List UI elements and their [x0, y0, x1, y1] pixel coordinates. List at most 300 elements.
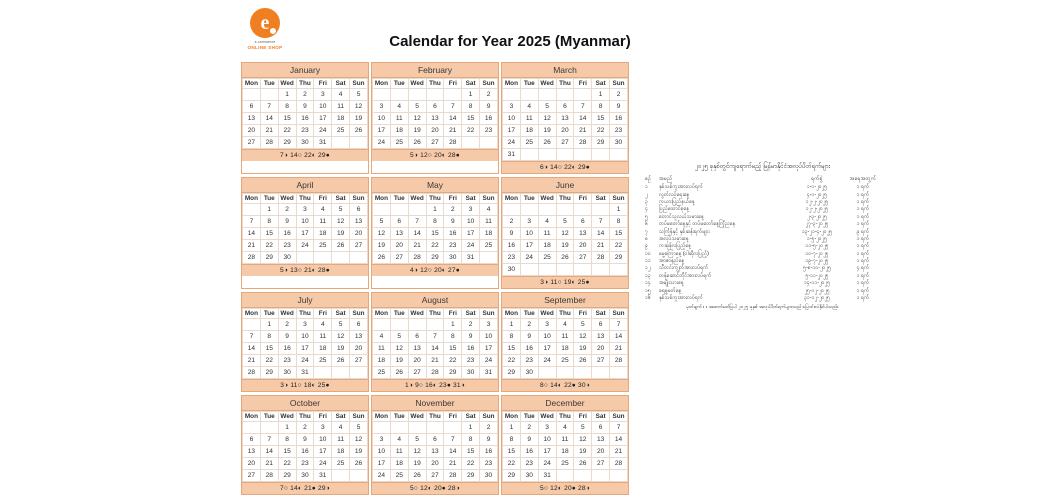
day-cell: 1 — [610, 204, 628, 216]
day-cell: 20 — [350, 228, 368, 240]
row-holiday-name: တောင်သူလယ်သမားနေ့ — [659, 213, 704, 220]
day-cell: 13 — [408, 343, 426, 355]
week-row — [243, 125, 368, 137]
row-days: ၁ ရက် — [856, 280, 870, 287]
day-cell — [350, 367, 368, 379]
day-cell: 23 — [520, 458, 538, 470]
week-row — [373, 204, 498, 216]
day-cell: 21 — [426, 355, 444, 367]
day-cell — [350, 252, 368, 264]
week-row — [373, 137, 498, 149]
weekday-row — [243, 79, 368, 89]
weekday-wed: Wed — [278, 194, 296, 204]
day-cell — [390, 422, 408, 434]
day-cell: 20 — [556, 125, 574, 137]
day-cell: 23 — [278, 240, 296, 252]
row-holiday-name: အာဇာနည်နေ့ — [659, 258, 685, 265]
day-cell: 1 — [260, 204, 278, 216]
weekday-fri: Fri — [574, 412, 592, 422]
day-cell: 4 — [390, 101, 408, 113]
day-cell: 6 — [426, 434, 444, 446]
day-cell: 8 — [426, 216, 444, 228]
holiday-col-no: စဉ် — [645, 176, 652, 182]
week-row — [503, 422, 628, 434]
day-cell: 2 — [610, 89, 628, 101]
day-cell: 18 — [373, 355, 391, 367]
day-cell: 24 — [538, 355, 556, 367]
table-row — [645, 206, 880, 213]
day-cell: 28 — [260, 137, 278, 149]
month-name: October — [242, 396, 368, 411]
weekday-sat: Sat — [332, 309, 350, 319]
day-cell: 5 — [390, 331, 408, 343]
week-row — [243, 331, 368, 343]
weekday-thu: Thu — [556, 412, 574, 422]
row-date: ၂၅-၁၂-၂၀၂၅ — [804, 287, 830, 294]
day-cell — [556, 264, 574, 276]
day-cell: 9 — [296, 101, 314, 113]
day-cell: 27 — [426, 137, 444, 149]
day-cell: 11 — [314, 331, 332, 343]
day-cell: 23 — [462, 355, 480, 367]
day-cell: 24 — [314, 125, 332, 137]
week-row — [503, 216, 628, 228]
day-cell: 14 — [260, 446, 278, 458]
day-cell: 30 — [520, 367, 538, 379]
day-cell — [426, 89, 444, 101]
moon-phase-bar: 1◑ 9○ 16◐ 23● 31◑ — [372, 379, 498, 391]
weekday-mon: Mon — [243, 79, 261, 89]
day-cell: 26 — [408, 137, 426, 149]
day-cell: 11 — [538, 228, 556, 240]
day-cell — [332, 367, 350, 379]
moon-phase-bar: 3◑ 11○ 19◐ 25● — [502, 276, 628, 288]
row-date: ၂-၃-၂၀၂၅ — [807, 213, 827, 220]
month-table — [372, 308, 498, 379]
day-cell: 8 — [503, 331, 521, 343]
day-cell: 31 — [480, 367, 498, 379]
holiday-col-date: ရက်စွဲ — [811, 176, 823, 182]
week-row — [503, 355, 628, 367]
month-card-december — [501, 395, 629, 495]
day-cell: 28 — [408, 252, 426, 264]
day-cell: 12 — [574, 434, 592, 446]
logo-letter: e — [260, 12, 270, 34]
day-cell: 15 — [260, 343, 278, 355]
day-cell: 22 — [426, 240, 444, 252]
row-days: ၉ ရက် — [856, 228, 870, 235]
month-name: February — [372, 63, 498, 78]
day-cell: 7 — [260, 434, 278, 446]
day-cell: 22 — [503, 458, 521, 470]
day-cell — [610, 149, 628, 161]
day-cell: 30 — [610, 137, 628, 149]
day-cell: 26 — [574, 458, 592, 470]
row-index: ၃ — [645, 198, 648, 205]
day-cell: 10 — [314, 434, 332, 446]
week-row — [373, 228, 498, 240]
day-cell: 30 — [444, 252, 462, 264]
day-cell — [408, 89, 426, 101]
day-cell: 24 — [373, 137, 391, 149]
row-days: ၁ ရက် — [856, 221, 870, 228]
day-cell: 1 — [260, 319, 278, 331]
day-cell — [373, 422, 391, 434]
day-cell: 15 — [462, 113, 480, 125]
weekday-mon: Mon — [243, 412, 261, 422]
day-cell: 16 — [480, 446, 498, 458]
moon-phase-bar: 5◑ 12○ 20◐ 28● — [372, 149, 498, 161]
month-card-july — [241, 292, 369, 392]
day-cell — [520, 89, 538, 101]
weekday-fri: Fri — [444, 79, 462, 89]
day-cell: 28 — [243, 367, 261, 379]
day-cell: 30 — [462, 367, 480, 379]
day-cell: 19 — [408, 458, 426, 470]
day-cell — [243, 204, 261, 216]
day-cell — [373, 204, 391, 216]
week-row — [373, 458, 498, 470]
day-cell: 26 — [373, 252, 391, 264]
day-cell: 25 — [480, 240, 498, 252]
day-cell: 17 — [314, 113, 332, 125]
weekday-mon: Mon — [503, 79, 521, 89]
day-cell: 22 — [260, 355, 278, 367]
day-cell: 2 — [480, 422, 498, 434]
week-row — [503, 252, 628, 264]
day-cell: 15 — [462, 446, 480, 458]
weekday-row — [373, 309, 498, 319]
row-holiday-name: သီတင်းကျွတ်အားလပ်ရက် — [659, 265, 709, 272]
day-cell — [373, 89, 391, 101]
weekday-wed: Wed — [278, 309, 296, 319]
day-cell: 13 — [350, 216, 368, 228]
row-index: ၄ — [645, 206, 648, 213]
day-cell: 31 — [314, 470, 332, 482]
day-cell: 10 — [373, 113, 391, 125]
day-cell: 7 — [426, 331, 444, 343]
day-cell: 28 — [444, 137, 462, 149]
weekday-sun: Sun — [610, 79, 628, 89]
holiday-table-header-row — [645, 175, 880, 184]
day-cell: 25 — [556, 458, 574, 470]
day-cell: 24 — [373, 470, 391, 482]
day-cell: 17 — [462, 228, 480, 240]
day-cell — [426, 422, 444, 434]
row-index: ၁၅ — [645, 287, 651, 294]
day-cell: 5 — [332, 319, 350, 331]
weekday-row — [503, 194, 628, 204]
weekday-row — [373, 412, 498, 422]
day-cell: 19 — [556, 240, 574, 252]
day-cell: 9 — [480, 434, 498, 446]
week-row — [503, 89, 628, 101]
day-cell: 6 — [350, 204, 368, 216]
day-cell: 14 — [610, 331, 628, 343]
day-cell: 30 — [520, 470, 538, 482]
row-date: ၁၁-၅-၂၀၂၅ — [805, 243, 829, 250]
day-cell: 12 — [332, 331, 350, 343]
day-cell: 10 — [296, 331, 314, 343]
day-cell: 22 — [610, 240, 628, 252]
day-cell: 19 — [574, 446, 592, 458]
month-table — [242, 308, 368, 379]
day-cell: 4 — [373, 331, 391, 343]
day-cell: 17 — [480, 343, 498, 355]
row-holiday-name: တပ်မတော်နေ့နှင့် တပ်မတော်နေ့ကြိုညနေ — [659, 221, 736, 228]
row-holiday-name: နှစ်သစ်ကူးအားလပ်ရက် — [659, 184, 704, 191]
day-cell — [538, 204, 556, 216]
day-cell: 2 — [503, 216, 521, 228]
weekday-fri: Fri — [314, 412, 332, 422]
month-table — [372, 193, 498, 264]
day-cell — [574, 264, 592, 276]
day-cell: 17 — [296, 343, 314, 355]
week-row — [503, 434, 628, 446]
day-cell: 17 — [373, 125, 391, 137]
day-cell: 12 — [574, 331, 592, 343]
week-row — [503, 204, 628, 216]
day-cell: 13 — [350, 331, 368, 343]
day-cell: 6 — [350, 319, 368, 331]
day-cell: 13 — [592, 434, 610, 446]
week-row — [243, 204, 368, 216]
day-cell: 25 — [556, 355, 574, 367]
month-row — [241, 395, 631, 495]
week-row — [373, 113, 498, 125]
holiday-panel-title: ၂၀၂၅ ခုနှစ်တွင်ကျရောက်မည့် မြန်မာနိုင်ငံအလုပ်ပိတ်ရက်များ — [695, 163, 830, 170]
day-cell: 19 — [373, 240, 391, 252]
day-cell — [314, 252, 332, 264]
day-cell: 3 — [314, 422, 332, 434]
day-cell: 22 — [462, 458, 480, 470]
table-row — [645, 287, 880, 294]
moon-phase-bar: 3◑ 11○ 18◐ 25● — [242, 379, 368, 391]
day-cell: 23 — [520, 355, 538, 367]
weekday-sat: Sat — [462, 309, 480, 319]
moon-phase-bar: 5○ 12◐ 20● 28◑ — [372, 482, 498, 494]
day-cell: 6 — [243, 434, 261, 446]
day-cell: 1 — [426, 204, 444, 216]
row-index: ၁၁ — [645, 258, 651, 265]
weekday-fri: Fri — [314, 79, 332, 89]
day-cell: 9 — [610, 101, 628, 113]
weekday-row — [243, 194, 368, 204]
week-row — [503, 101, 628, 113]
day-cell — [408, 422, 426, 434]
day-cell: 29 — [462, 470, 480, 482]
day-cell: 30 — [296, 137, 314, 149]
day-cell: 27 — [592, 355, 610, 367]
day-cell: 24 — [462, 240, 480, 252]
day-cell: 18 — [332, 446, 350, 458]
week-row — [503, 343, 628, 355]
week-row — [503, 367, 628, 379]
weekday-sat: Sat — [592, 194, 610, 204]
day-cell: 9 — [444, 216, 462, 228]
day-cell: 21 — [408, 240, 426, 252]
row-index: ၁၃ — [645, 272, 651, 279]
day-cell: 10 — [462, 216, 480, 228]
day-cell: 16 — [278, 343, 296, 355]
day-cell: 12 — [390, 343, 408, 355]
week-row — [503, 446, 628, 458]
moon-phase-bar: 5◑ 13○ 21◐ 28● — [242, 264, 368, 276]
day-cell: 7 — [408, 216, 426, 228]
day-cell: 25 — [314, 355, 332, 367]
day-cell: 11 — [390, 446, 408, 458]
day-cell: 4 — [314, 204, 332, 216]
day-cell: 23 — [480, 458, 498, 470]
day-cell: 26 — [332, 355, 350, 367]
day-cell: 31 — [538, 470, 556, 482]
month-table — [242, 78, 368, 149]
day-cell — [592, 149, 610, 161]
day-cell: 15 — [503, 446, 521, 458]
row-date: ၁၃-၂၁-၄-၂၀၂၅ — [801, 228, 833, 235]
table-row — [645, 258, 880, 265]
day-cell: 25 — [332, 458, 350, 470]
day-cell: 25 — [520, 137, 538, 149]
day-cell: 5 — [350, 422, 368, 434]
day-cell: 9 — [296, 434, 314, 446]
day-cell: 11 — [332, 101, 350, 113]
day-cell: 5 — [408, 434, 426, 446]
month-name: January — [242, 63, 368, 78]
day-cell: 21 — [574, 125, 592, 137]
day-cell: 7 — [444, 101, 462, 113]
day-cell: 21 — [610, 343, 628, 355]
day-cell — [426, 319, 444, 331]
row-days: ၁ ရက် — [856, 295, 870, 302]
month-card-february — [371, 62, 499, 174]
day-cell: 16 — [278, 228, 296, 240]
row-date: ၁၀-၇-၂၀၂၅ — [805, 250, 829, 257]
day-cell: 12 — [408, 113, 426, 125]
day-cell: 1 — [503, 422, 521, 434]
day-cell: 1 — [462, 422, 480, 434]
day-cell: 25 — [332, 125, 350, 137]
day-cell: 23 — [503, 252, 521, 264]
logo-mark-icon — [250, 8, 280, 38]
table-row — [645, 184, 880, 191]
month-card-november — [371, 395, 499, 495]
day-cell — [556, 204, 574, 216]
day-cell — [390, 89, 408, 101]
table-row — [645, 251, 880, 258]
day-cell — [296, 252, 314, 264]
day-cell: 15 — [426, 228, 444, 240]
week-row — [503, 470, 628, 482]
day-cell: 6 — [592, 422, 610, 434]
weekday-sat: Sat — [332, 194, 350, 204]
day-cell: 23 — [610, 125, 628, 137]
month-name: March — [502, 63, 628, 78]
day-cell: 7 — [610, 422, 628, 434]
row-holiday-name: ကယားပြည်နယ်နေ့ — [659, 198, 695, 205]
day-cell — [350, 137, 368, 149]
weekday-fri: Fri — [314, 194, 332, 204]
day-cell: 3 — [296, 319, 314, 331]
day-cell: 10 — [520, 228, 538, 240]
day-cell: 24 — [296, 355, 314, 367]
day-cell: 9 — [278, 331, 296, 343]
week-row — [373, 434, 498, 446]
day-cell: 2 — [520, 319, 538, 331]
day-cell: 29 — [592, 137, 610, 149]
row-days: ၁ ရက် — [856, 184, 870, 191]
weekday-thu: Thu — [426, 79, 444, 89]
day-cell: 9 — [480, 101, 498, 113]
month-name: August — [372, 293, 498, 308]
day-cell — [390, 319, 408, 331]
day-cell — [462, 137, 480, 149]
day-cell: 26 — [390, 367, 408, 379]
weekday-sun: Sun — [480, 194, 498, 204]
logo-dot-icon — [269, 27, 277, 35]
week-row — [503, 125, 628, 137]
day-cell: 1 — [278, 89, 296, 101]
table-row — [645, 280, 880, 287]
day-cell: 16 — [520, 343, 538, 355]
day-cell: 14 — [243, 228, 261, 240]
day-cell: 15 — [260, 228, 278, 240]
week-row — [373, 422, 498, 434]
day-cell: 8 — [260, 216, 278, 228]
week-row — [373, 343, 498, 355]
day-cell — [444, 89, 462, 101]
weekday-wed: Wed — [408, 194, 426, 204]
day-cell: 26 — [574, 355, 592, 367]
week-row — [373, 89, 498, 101]
day-cell: 27 — [350, 240, 368, 252]
row-index: ၁၆ — [645, 295, 651, 302]
month-card-august — [371, 292, 499, 392]
day-cell: 13 — [390, 228, 408, 240]
day-cell: 5 — [373, 216, 391, 228]
day-cell: 18 — [480, 228, 498, 240]
weekday-row — [243, 309, 368, 319]
day-cell: 29 — [444, 367, 462, 379]
row-date: ၅-၁၁-၂၀၂၅ — [805, 272, 829, 279]
week-row — [243, 458, 368, 470]
row-days: ၁ ရက် — [856, 235, 870, 242]
day-cell: 13 — [556, 113, 574, 125]
weekday-sun: Sun — [350, 79, 368, 89]
day-cell: 21 — [592, 240, 610, 252]
weekday-sat: Sat — [462, 194, 480, 204]
month-table — [242, 193, 368, 264]
weekday-sun: Sun — [610, 309, 628, 319]
day-cell — [592, 470, 610, 482]
day-cell: 3 — [373, 434, 391, 446]
weekday-sun: Sun — [610, 194, 628, 204]
day-cell: 2 — [480, 89, 498, 101]
day-cell: 20 — [350, 343, 368, 355]
day-cell — [538, 149, 556, 161]
weekday-fri: Fri — [444, 412, 462, 422]
row-index: ၉ — [645, 243, 648, 250]
day-cell: 5 — [556, 216, 574, 228]
day-cell: 7 — [260, 101, 278, 113]
day-cell: 12 — [332, 216, 350, 228]
day-cell: 25 — [538, 252, 556, 264]
day-cell: 12 — [350, 101, 368, 113]
weekday-tue: Tue — [260, 309, 278, 319]
day-cell: 6 — [426, 101, 444, 113]
day-cell: 28 — [592, 252, 610, 264]
day-cell — [260, 89, 278, 101]
